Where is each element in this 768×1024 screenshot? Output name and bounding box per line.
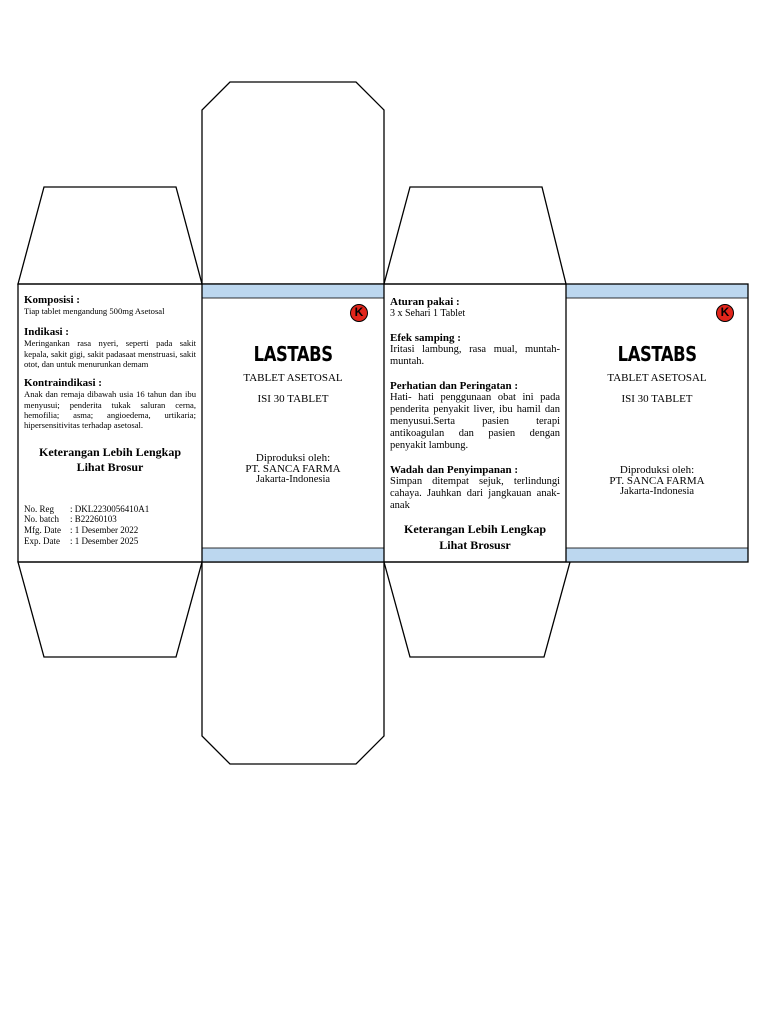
indikasi-title: Indikasi : (24, 326, 69, 339)
aturan-title: Aturan pakai : (390, 296, 460, 308)
front-panel (202, 298, 384, 548)
company-location: Jakarta-Indonesia (255, 474, 331, 485)
kontraindikasi-title: Kontraindikasi : (24, 377, 102, 390)
info-value: : 1 Desember 2025 (70, 536, 139, 547)
package-content: ISI 30 TABLET (621, 393, 693, 405)
info-label: Exp. Date (24, 536, 60, 547)
kontraindikasi-text: Anak dan remaja dibawah usia 16 tahun dan ibu menyusui; penderita tukak saluran cerna, hemofilia; asma; angioedema, urtikaria; hipersensitivitas terhadap asetosal. (24, 389, 196, 431)
info-value: : DKL2230056410A1 (70, 503, 150, 514)
produced-by-label: Diproduksi oleh: (619, 464, 695, 476)
info-value: : B22260103 (70, 514, 117, 525)
info-label: No. batch (24, 514, 59, 525)
package-content: ISI 30 TABLET (257, 393, 329, 405)
info-value: : 1 Desember 2022 (70, 525, 139, 536)
company-name: PT. SANCA FARMA (609, 475, 705, 487)
company-location: Jakarta-Indonesia (619, 486, 695, 497)
info-label: No. Reg (24, 503, 54, 514)
back-bottom-strip (566, 548, 748, 562)
front-bottom-flap (202, 562, 384, 764)
product-subtitle: TABLET ASETOSAL (243, 372, 343, 384)
perhatian-text: Hati- hati penggunaan obat ini pada penderita penyakit liver, ibu hamil dan menyusui.Serta pasien terapi antikoagulan dan pasien dengan penyakit lambung. (390, 391, 560, 451)
keterangan-note: Keterangan Lebih Lengkap Lihat Brosur (38, 444, 182, 475)
info-label: Mfg. Date (24, 525, 61, 536)
k-logo-icon: K (716, 304, 734, 322)
right-info-panel (390, 296, 560, 553)
brand-name: LASTABS (617, 342, 697, 366)
front-top-strip (202, 284, 384, 298)
table-row (24, 504, 149, 515)
back-top-strip (566, 284, 748, 298)
registration-table (24, 504, 149, 547)
table-row (24, 525, 149, 536)
komposisi-text: Tiap tablet mengandung 500mg Asetosal (24, 306, 165, 316)
info-bottom-flap (384, 562, 570, 657)
wadah-text: Simpan ditempat sejuk, terlindungi cahaya. Jauhkan dari jangkauan anak-anak (390, 475, 560, 512)
keterangan-note-right: Keterangan Lebih Lengkap Lihat Brosusr (403, 522, 547, 552)
table-row (24, 514, 149, 525)
left-bottom-flap (18, 562, 202, 657)
k-logo-icon: K (350, 304, 368, 322)
efek-text: Iritasi lambung, rasa mual, muntah-muntah. (390, 343, 560, 367)
indikasi-text: Meringankan rasa nyeri, seperti pada sakit kepala, sakit gigi, sakit padasaat menstruasi, sakit otot, dan untuk menurunkan demam (24, 338, 196, 369)
back-panel (566, 298, 748, 548)
efek-title: Efek samping : (390, 331, 461, 344)
produced-by-label: Diproduksi oleh: (255, 452, 331, 464)
table-row (24, 536, 149, 547)
perhatian-title: Perhatian dan Peringatan : (390, 379, 519, 392)
info-top-flap (384, 187, 566, 284)
front-bottom-strip (202, 548, 384, 562)
komposisi-title: Komposisi : (24, 294, 80, 306)
front-top-flap (202, 82, 384, 284)
company-name: PT. SANCA FARMA (245, 463, 341, 475)
wadah-title: Wadah dan Penyimpanan : (390, 463, 519, 476)
product-subtitle: TABLET ASETOSAL (607, 372, 707, 384)
brand-name: LASTABS (253, 342, 333, 366)
aturan-text: 3 x Sehari 1 Tablet (390, 308, 466, 319)
left-side-panel (24, 294, 196, 547)
left-top-flap (18, 187, 202, 284)
